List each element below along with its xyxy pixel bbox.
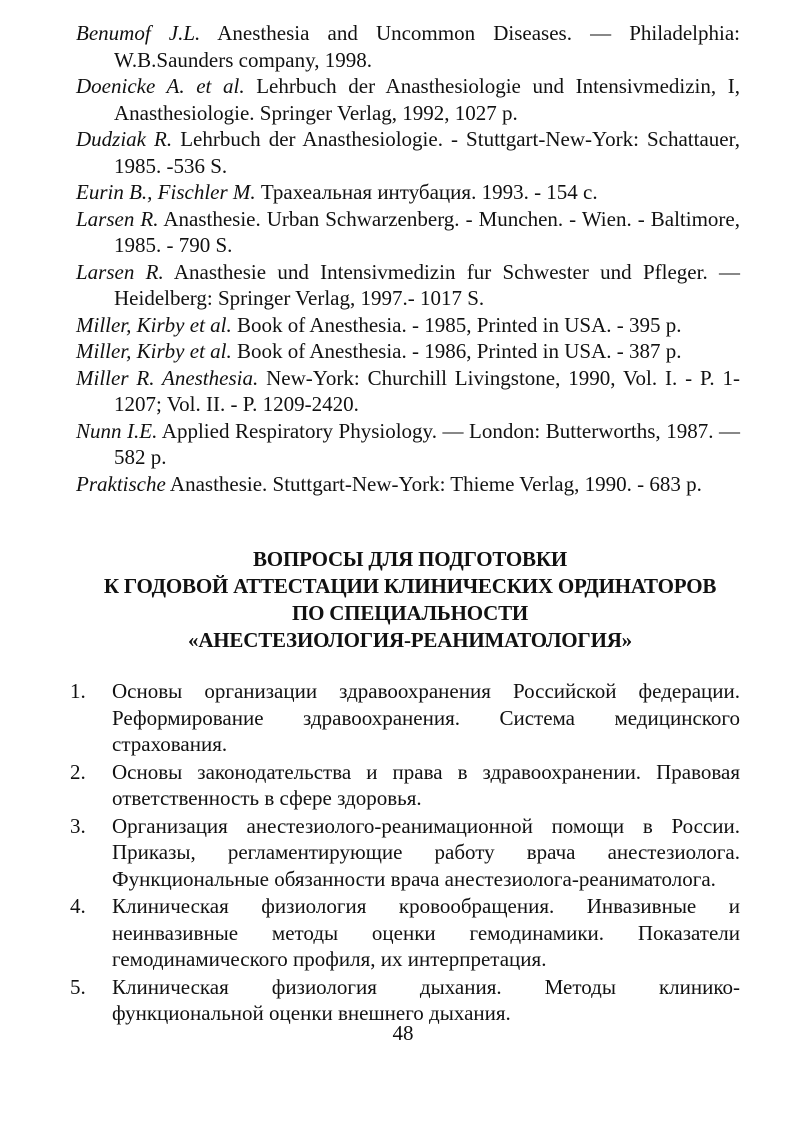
reference-author: Larsen R.: [76, 259, 164, 284]
reference-item: [76, 365, 740, 418]
reference-author: Miller, Kirby et al.: [76, 312, 232, 337]
reference-text: Book of Anesthesia. - 1985, Printed in USA. - 395 p.: [237, 312, 682, 337]
reference-author: Miller R. Anesthesia.: [76, 365, 259, 390]
reference-text: Applied Respiratory Physiology. — London: Butterworths, 1987. — 582 p.: [114, 418, 741, 469]
question-item: [70, 893, 740, 973]
question-text: Основы законодательства и права в здравоохранении. Правовая ответственность в сфере здоровья.: [112, 759, 740, 810]
question-item: [70, 974, 740, 1027]
reference-item: [76, 259, 740, 312]
question-number: 1.: [70, 679, 86, 703]
reference-text: Anasthesie. Urban Schwarzenberg. - Munchen. - Wien. - Baltimore, 1985. - 790 S.: [114, 206, 740, 257]
question-number: 4.: [70, 894, 86, 918]
heading-line: К ГОДОВОЙ АТТЕСТАЦИИ КЛИНИЧЕСКИХ ОРДИНАТОРОВ: [103, 574, 717, 598]
question-number: 5.: [70, 974, 86, 999]
reference-author: Larsen R.: [76, 206, 159, 231]
question-number: 2.: [70, 759, 86, 784]
reference-author: Eurin B., Fischler M.: [76, 180, 256, 204]
reference-text: Book of Anesthesia. - 1986, Printed in USA. - 387 p.: [237, 339, 682, 363]
reference-item: [76, 179, 740, 206]
heading-line: «АНЕСТЕЗИОЛОГИЯ-РЕАНИМАТОЛОГИЯ»: [188, 628, 632, 652]
reference-item: [76, 206, 740, 259]
reference-author: Doenicke A. et al.: [76, 74, 245, 98]
reference-text: Lehrbuch der Anasthesiologie. - Stuttgart-New-York: Schattauer, 1985. -536 S.: [114, 127, 740, 178]
question-item: [70, 813, 740, 893]
reference-item: [76, 418, 740, 471]
question-text: Клиническая физиология дыхания. Методы клинико-функциональной оценки внешнего дыхания.: [112, 974, 740, 1025]
question-number: 3.: [70, 813, 86, 838]
reference-list: [76, 20, 740, 497]
reference-item: [76, 312, 740, 339]
reference-author: Benumof J.L.: [76, 21, 201, 45]
reference-text: Трахеальная интубация. 1993. - 154 с.: [260, 180, 598, 204]
reference-item: [76, 126, 740, 179]
question-text: Организация анестезиолого-реанимационной помощи в России. Приказы, регламентирующие работу врача анестезиолога. Функциональные обязанности врача анестезиолога-реаниматолога.: [112, 813, 740, 891]
heading-line: ВОПРОСЫ ДЛЯ ПОДГОТОВКИ: [253, 547, 567, 571]
reference-item: [76, 471, 740, 498]
question-list: [70, 678, 740, 1028]
reference-text: Anasthesie und Intensivmedizin fur Schwester und Pfleger. — Heidelberg: Springer Verlag, 1997.- 1017 S.: [114, 259, 740, 310]
reference-author: Praktische: [76, 471, 166, 496]
reference-text: Anesthesia and Uncommon Diseases. — Philadelphia: W.B.Saunders company, 1998.: [114, 21, 741, 72]
question-item: [70, 759, 740, 812]
question-item: [70, 678, 740, 758]
reference-item: [76, 338, 740, 365]
reference-author: Dudziak R.: [76, 127, 173, 151]
reference-text: New-York: Churchill Livingstone, 1990, Vol. I. - P. 1-1207; Vol. II. - P. 1209-2420.: [114, 365, 741, 416]
section-heading: [60, 546, 760, 654]
heading-line: ПО СПЕЦИАЛЬНОСТИ: [291, 601, 529, 625]
reference-item: [76, 20, 740, 73]
reference-author: Nunn I.E.: [76, 418, 158, 443]
reference-text: Lehrbuch der Anasthesiologie und Intensivmedizin, I, Anasthesiologie. Springer Verlag, 1992, 1027 p.: [114, 74, 740, 125]
reference-text: Anasthesie. Stuttgart-New-York: Thieme Verlag, 1990. - 683 p.: [169, 471, 702, 496]
question-text: Основы организации здравоохранения Российской федерации. Реформирование здравоохранения. Система медицинского страхования.: [112, 679, 740, 756]
reference-author: Miller, Kirby et al.: [76, 339, 232, 363]
question-text: Клиническая физиология кровообращения. Инвазивные и неинвазивные методы оценки гемодинамики. Показатели гемодинамического профиля, их интерпретация.: [112, 894, 740, 971]
reference-item: [76, 73, 740, 126]
page-number: 48: [392, 1021, 414, 1045]
